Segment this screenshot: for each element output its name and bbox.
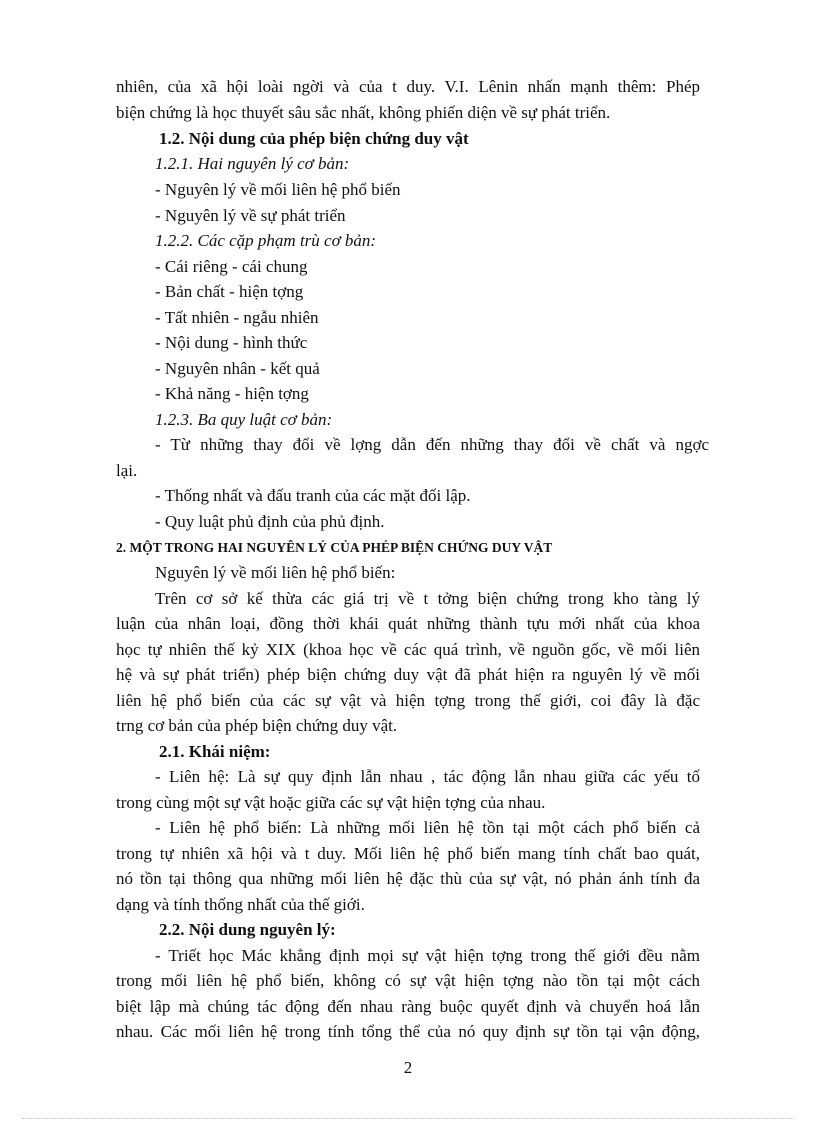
text-line: Trên cơ sở kế thừa các giá trị về t tởng biện chứng trong kho tàng lý (155, 589, 700, 608)
text-line: trong tự nhiên xã hội và t duy. Mối liên hệ phổ biến mang tính chất bao quát, (116, 844, 700, 863)
text-line: - Liên hệ phổ biến: Là những mối liên hệ tồn tại một cách phổ biến cả (155, 818, 700, 837)
text-line: luận của nhân loại, đồng thời khái quát những thành tựu mới nhất của khoa (116, 614, 700, 633)
text-line: học tự nhiên thế kỷ XIX (khoa học về các quá trình, về nguồn gốc, về mối liên (116, 640, 700, 659)
text-line: hệ và sự phát triển) phép biện chứng duy vật đã phát hiện ra nguyên lý về mối (116, 665, 700, 684)
text-line: liên hệ phổ biến của các sự vật và hiện tợng trong thế giới, coi đây là đặc (116, 691, 700, 710)
text-line: trong cùng một sự vật hoặc giữa các sự vật hiện tợng của nhau. (116, 793, 546, 812)
text-line: - Từ những thay đổi về lợng dẫn đến những thay đổi về chất và ngợc (155, 435, 709, 454)
text-line: trong mối liên hệ phổ biến, không có sự vật hiện tợng nào tồn tại một cách (116, 971, 700, 990)
text-line: - Cái riêng - cái chung (155, 257, 308, 276)
text-line: - Bản chất - hiện tợng (155, 282, 304, 301)
text-line: - Thống nhất và đấu tranh của các mặt đối lập. (155, 486, 471, 505)
text-line: - Khả năng - hiện tợng (155, 384, 309, 403)
text-line: - Nội dung - hình thức (155, 333, 308, 352)
text-line: biệt lập mà chúng tác động đến nhau ràng buộc quyết định và chuyển hoá lẫn (116, 997, 700, 1016)
text-line: 2.1. Khái niệm: (159, 742, 271, 761)
text-line: Nguyên lý về mối liên hệ phổ biến: (155, 563, 396, 582)
text-line: - Triết học Mác khẳng định mọi sự vật hiện tợng trong thế giới đều nằm (155, 946, 700, 965)
text-line: 1.2.2. Các cặp phạm trù cơ bản: (155, 231, 377, 250)
text-line: 1.2. Nội dung của phép biện chứng duy vật (159, 129, 469, 148)
page-border-bottom (22, 1118, 794, 1119)
text-line: - Nguyên lý về mối liên hệ phổ biến (155, 180, 401, 199)
page-number: 2 (403, 1058, 413, 1077)
text-line: trng cơ bản của phép biện chứng duy vật. (116, 716, 398, 735)
text-line: - Nguyên lý về sự phát triển (155, 206, 346, 225)
text-line: nó tồn tại thông qua những mối liên hệ đặc thù của sự vật, nó phản ánh tính đa (116, 869, 700, 888)
text-line: - Liên hệ: Là sự quy định lẫn nhau , tác động lẫn nhau giữa các yếu tố (155, 767, 700, 786)
text-line: - Quy luật phủ định của phủ định. (155, 512, 385, 531)
text-line: dạng và tính thống nhất của thế giới. (116, 895, 365, 914)
text-line: - Tất nhiên - ngẫu nhiên (155, 308, 319, 327)
text-line: 2.2. Nội dung nguyên lý: (159, 920, 336, 939)
text-line: 1.2.3. Ba quy luật cơ bản: (155, 410, 333, 429)
text-line: lại. (116, 461, 138, 480)
text-line: nhiên, của xã hội loài ngời và của t duy. V.I. Lênin nhấn mạnh thêm: Phép (116, 77, 700, 96)
text-line: 2. MỘT TRONG HAI NGUYÊN LÝ CỦA PHÉP BIỆN CHỨNG DUY VẬT (116, 540, 553, 555)
text-line: nhau. Các mối liên hệ trong tính tổng thể của nó quy định sự tồn tại vận động, (116, 1022, 700, 1041)
text-line: biện chứng là học thuyết sâu sắc nhất, không phiến diện về sự phát triển. (116, 103, 611, 122)
text-line: 1.2.1. Hai nguyên lý cơ bản: (155, 154, 350, 173)
text-line: - Nguyên nhân - kết quả (155, 359, 320, 378)
